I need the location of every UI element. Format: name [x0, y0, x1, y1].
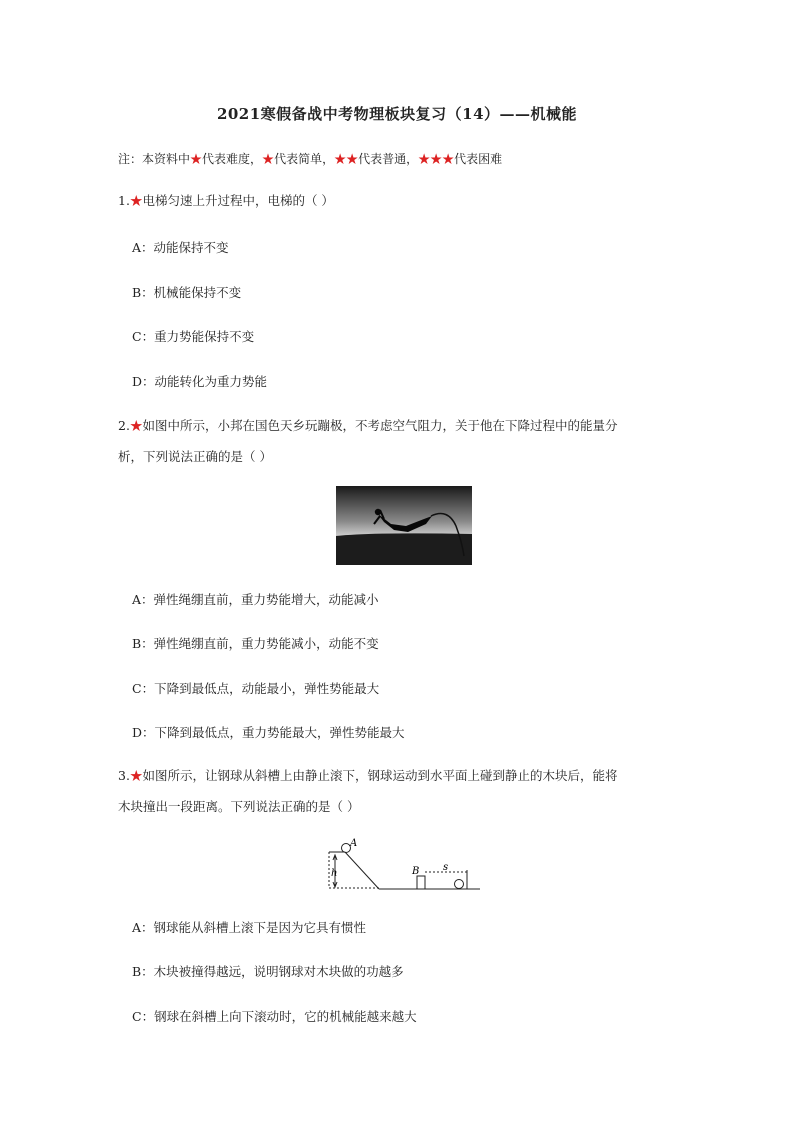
question-text: 电梯匀速上升过程中，电梯的（ ） [142, 193, 334, 208]
two-star-icon: ★★ [334, 152, 359, 166]
incline-line [345, 852, 379, 889]
label-b: B [412, 866, 420, 877]
q2-option-b: B：弹性绳绷直前，重力势能减小，动能不变 [132, 636, 379, 651]
star-icon: ★ [129, 418, 143, 433]
label-s: s [443, 862, 449, 873]
question-number: 1. [118, 193, 130, 208]
three-star-icon: ★★★ [418, 152, 455, 166]
q1-option-b: B：机械能保持不变 [132, 285, 242, 300]
note-text: 代表困难 [454, 152, 503, 166]
incline-diagram [327, 836, 480, 892]
note-text: 代表简单， [274, 152, 335, 166]
question-text-line-1: 如图所示，让钢球从斜槽上由静止滚下，钢球运动到水平面上碰到静止的木块后，能将 [142, 768, 618, 783]
label-a: A [350, 838, 358, 849]
star-icon: ★ [190, 152, 203, 166]
q3-option-b: B：木块被撞得越远，说明钢球对木块做的功越多 [132, 964, 404, 979]
q3-option-a: A：钢球能从斜槽上滚下是因为它具有惯性 [132, 920, 367, 935]
bungee-jump-photo [336, 486, 472, 565]
note-prefix: 注：本资料中 [118, 152, 191, 166]
block-b-icon [417, 876, 425, 889]
one-star-icon: ★ [262, 152, 275, 166]
label-h: h [331, 868, 338, 879]
question-2 [118, 410, 688, 472]
question-number: 2. [118, 418, 130, 433]
q2-option-a: A：弹性绳绷直前，重力势能增大，动能减小 [132, 592, 379, 607]
note-text: 代表难度， [202, 152, 263, 166]
q1-option-d: D：动能转化为重力势能 [132, 374, 268, 389]
question-text-line-2: 木块撞出一段距离。下列说法正确的是（ ） [118, 799, 360, 814]
question-text-line-2: 析，下列说法正确的是（ ） [118, 449, 272, 464]
page-title: 2021寒假备战中考物理板块复习（14）——机械能 [216, 105, 578, 123]
note-text: 代表普通， [358, 152, 419, 166]
q1-option-a: A：动能保持不变 [132, 240, 229, 255]
question-number: 3. [118, 768, 130, 783]
q2-option-d: D：下降到最低点，重力势能最大，弹性势能最大 [132, 725, 405, 740]
question-text-line-1: 如图中所示，小邦在国色天乡玩蹦极，不考虑空气阻力，关于他在下降过程中的能量分 [142, 418, 618, 433]
star-icon: ★ [129, 768, 143, 783]
ball-final-icon [455, 880, 464, 889]
q1-option-c: C：重力势能保持不变 [132, 329, 255, 344]
question-1 [118, 185, 688, 216]
difficulty-note [118, 150, 502, 167]
q2-option-c: C：下降到最低点，动能最小，弹性势能最大 [132, 681, 380, 696]
question-3 [118, 760, 688, 822]
q3-option-c: C：钢球在斜槽上向下滚动时，它的机械能越来越大 [132, 1009, 417, 1024]
star-icon: ★ [129, 193, 143, 208]
